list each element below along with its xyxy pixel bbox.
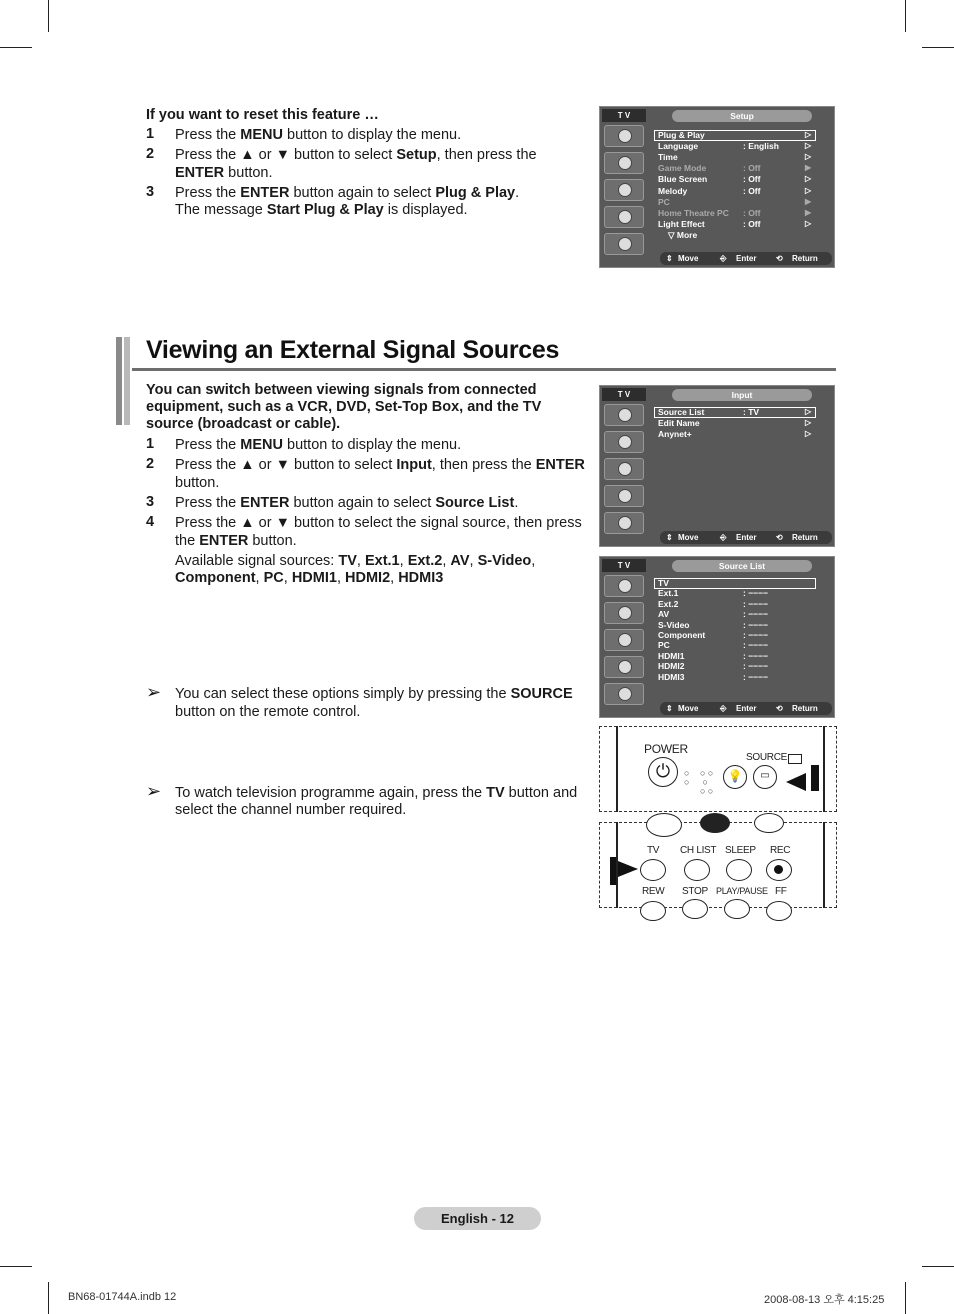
return-icon: ⟲ bbox=[776, 254, 783, 263]
text-run: ENTER bbox=[199, 533, 249, 549]
osd-menu-item bbox=[658, 599, 818, 610]
text-run: Start Plug & Play bbox=[266, 202, 384, 218]
step-text-continued bbox=[175, 201, 468, 219]
text-run: button again to select bbox=[289, 495, 436, 511]
osd-item-label: Game Mode bbox=[658, 163, 707, 174]
osd-footer-label: Move bbox=[678, 254, 699, 263]
rec-button bbox=[766, 859, 792, 881]
osd-item-label: Blue Screen bbox=[658, 174, 708, 185]
text-run: , bbox=[399, 553, 408, 569]
enter-icon: ⎆ bbox=[720, 704, 727, 713]
title-accent-bar bbox=[124, 337, 130, 425]
text-run: Component bbox=[175, 570, 256, 586]
osd-item-value: : Off bbox=[743, 163, 761, 174]
osd-item-label: Edit Name bbox=[658, 418, 700, 429]
text-run: button. bbox=[175, 475, 220, 491]
text-run: HDMI1 bbox=[291, 570, 337, 586]
text-run: , bbox=[469, 553, 478, 569]
chlist-label: CH LIST bbox=[680, 845, 717, 856]
text-run: ENTER bbox=[175, 165, 225, 181]
source-button: ▭ bbox=[753, 765, 777, 789]
text-run: , then press the bbox=[431, 457, 536, 473]
osd-item-value: : −−−− bbox=[743, 598, 769, 609]
osd-item-arrow-icon: ▷ bbox=[805, 429, 812, 439]
step-text bbox=[175, 184, 519, 202]
osd-item-value: : −−−− bbox=[743, 661, 769, 672]
crop-mark bbox=[48, 1282, 49, 1314]
sound-icon bbox=[604, 602, 644, 624]
sleep-label: SLEEP bbox=[725, 845, 756, 856]
osd-item-label: Light Effect bbox=[658, 218, 705, 229]
sleep-button bbox=[726, 859, 752, 881]
osd-item-label: Ext.2 bbox=[658, 598, 679, 609]
step-number: 4 bbox=[146, 514, 155, 530]
text-run: MENU bbox=[240, 437, 283, 453]
osd-footer bbox=[660, 702, 832, 715]
osd-input-screen bbox=[599, 385, 835, 547]
osd-menu-item bbox=[658, 672, 818, 683]
note-line bbox=[175, 801, 406, 819]
text-run: , then press the bbox=[436, 147, 537, 163]
picture-glyph bbox=[618, 129, 632, 143]
osd-item-label: TV bbox=[658, 578, 669, 588]
text-run: button to display the menu. bbox=[282, 127, 462, 143]
text-run: Ext.1 bbox=[364, 553, 400, 569]
input-glyph bbox=[618, 516, 632, 530]
crop-mark bbox=[905, 1282, 906, 1314]
text-run: TV bbox=[486, 785, 505, 801]
osd-menu-item bbox=[658, 208, 818, 219]
osd-setup-screen bbox=[599, 106, 835, 268]
text-run: S-Video bbox=[477, 553, 532, 569]
crop-mark bbox=[922, 1266, 954, 1267]
step-text-continued bbox=[175, 532, 297, 550]
text-run: You can select these options simply by pressing the bbox=[175, 686, 511, 702]
osd-menu-item bbox=[658, 174, 818, 185]
picture-glyph bbox=[618, 408, 632, 422]
input-icon bbox=[604, 233, 644, 255]
text-run: Press the bbox=[175, 127, 241, 143]
text-run: Plug & Play bbox=[435, 185, 516, 201]
channel-glyph bbox=[618, 633, 632, 647]
osd-menu-item bbox=[658, 630, 818, 641]
rew-button bbox=[640, 901, 666, 921]
osd-menu-item bbox=[658, 429, 818, 440]
osd-footer-label: Enter bbox=[736, 254, 757, 263]
osd-item-arrow-icon: ▷ bbox=[805, 141, 812, 151]
osd-item-arrow-icon: ▷ bbox=[805, 185, 812, 195]
osd-footer-label: Move bbox=[678, 533, 699, 542]
osd-menu-item bbox=[658, 130, 818, 141]
title-accent-bar bbox=[116, 337, 122, 425]
intro-line: equipment, such as a VCR, DVD, Set-Top Box, and the TV bbox=[146, 399, 542, 415]
text-run: is displayed. bbox=[383, 202, 468, 218]
osd-menu-item bbox=[658, 219, 818, 230]
osd-item-value: : −−−− bbox=[743, 671, 769, 682]
osd-item-label: Home Theatre PC bbox=[658, 207, 729, 218]
osd-item-label: Source List bbox=[658, 407, 705, 417]
dot-grid-icon: ○ ○ ○ ○ ○ bbox=[700, 768, 714, 796]
text-run: , bbox=[255, 570, 264, 586]
ff-label: FF bbox=[775, 886, 787, 897]
text-run: TV bbox=[338, 553, 357, 569]
osd-item-label: HDMI2 bbox=[658, 661, 685, 672]
step-number: 3 bbox=[146, 184, 155, 200]
osd-item-label: Anynet+ bbox=[658, 429, 692, 440]
remote-button bbox=[754, 813, 784, 833]
text-run: , bbox=[283, 570, 292, 586]
step-number: 3 bbox=[146, 494, 155, 510]
osd-item-label: PC bbox=[658, 640, 670, 651]
osd-menu-item bbox=[658, 651, 818, 662]
enter-icon: ⎆ bbox=[720, 533, 727, 542]
channel-icon bbox=[604, 629, 644, 651]
enter-icon: ⎆ bbox=[720, 254, 727, 263]
text-run: the bbox=[175, 533, 200, 549]
input-glyph bbox=[618, 237, 632, 251]
step-number: 1 bbox=[146, 436, 155, 452]
input-icon bbox=[604, 512, 644, 534]
stop-button bbox=[682, 899, 708, 919]
osd-footer bbox=[660, 252, 832, 265]
pointer-arrow-icon bbox=[786, 773, 806, 791]
playpause-button bbox=[724, 899, 750, 919]
setup-icon bbox=[604, 206, 644, 228]
channel-glyph bbox=[618, 462, 632, 476]
osd-item-label: HDMI3 bbox=[658, 671, 685, 682]
osd-title: Input bbox=[672, 389, 812, 401]
remote-illustration-tv bbox=[599, 822, 837, 908]
step-number: 2 bbox=[146, 146, 155, 162]
setup-icon bbox=[604, 656, 644, 678]
osd-menu-item bbox=[658, 197, 818, 208]
picture-icon bbox=[604, 125, 644, 147]
note-line bbox=[175, 784, 577, 802]
text-run: Input bbox=[396, 457, 432, 473]
text-run: button on the remote control. bbox=[175, 704, 361, 720]
text-run: Press the ▲ or ▼ button to select bbox=[175, 457, 397, 473]
text-run: Source List bbox=[435, 495, 515, 511]
osd-item-arrow-icon: ▷ bbox=[805, 407, 812, 416]
channel-icon bbox=[604, 458, 644, 480]
text-run: Press the ▲ or ▼ button to select bbox=[175, 147, 397, 163]
step-text-continued bbox=[175, 474, 219, 492]
osd-menu-item bbox=[658, 163, 818, 174]
osd-tv-label: T V bbox=[602, 559, 646, 572]
sources-line bbox=[175, 552, 535, 570]
crop-mark bbox=[48, 0, 49, 32]
osd-item-value: : −−−− bbox=[743, 609, 769, 620]
osd-menu-item bbox=[658, 640, 818, 651]
step-text bbox=[175, 494, 518, 512]
osd-footer-label: Enter bbox=[736, 533, 757, 542]
sources-line bbox=[175, 569, 443, 587]
text-run: , bbox=[336, 570, 346, 586]
osd-footer-label: Enter bbox=[736, 704, 757, 713]
text-run: ENTER bbox=[240, 495, 290, 511]
step-text-continued bbox=[175, 164, 273, 182]
stop-label: STOP bbox=[682, 886, 708, 897]
osd-footer bbox=[660, 531, 832, 544]
text-run: Press the ▲ or ▼ button to select the signal source, then press bbox=[175, 515, 582, 531]
picture-glyph bbox=[618, 579, 632, 593]
osd-item-arrow-icon: ▷ bbox=[805, 418, 812, 428]
text-run: The message bbox=[175, 202, 267, 218]
text-run: select the channel number required. bbox=[175, 802, 407, 818]
sound-icon bbox=[604, 152, 644, 174]
osd-more-item: ▽ More bbox=[668, 229, 698, 240]
step-number: 1 bbox=[146, 126, 155, 142]
osd-menu-item bbox=[658, 407, 818, 418]
osd-menu-item bbox=[658, 661, 818, 672]
osd-item-label: Language bbox=[658, 141, 699, 152]
osd-source-list-screen bbox=[599, 556, 835, 718]
text-run: Ext.2 bbox=[407, 553, 443, 569]
text-run: To watch television programme again, press the bbox=[175, 785, 487, 801]
osd-item-value: : Off bbox=[743, 174, 761, 185]
osd-item-label: Plug & Play bbox=[658, 130, 705, 140]
footer-timestamp: 2008-08-13 오후 4:15:25 bbox=[764, 1294, 885, 1306]
input-icon bbox=[604, 683, 644, 705]
step-text bbox=[175, 456, 585, 474]
input-glyph bbox=[618, 687, 632, 701]
osd-title: Source List bbox=[672, 560, 812, 572]
osd-item-arrow-icon: ▶ bbox=[805, 207, 812, 217]
section-title: Viewing an External Signal Sources bbox=[146, 336, 560, 364]
return-icon: ⟲ bbox=[776, 704, 783, 713]
step-text bbox=[175, 146, 537, 164]
setup-icon bbox=[604, 485, 644, 507]
text-run: Press the bbox=[175, 495, 241, 511]
return-icon: ⟲ bbox=[776, 533, 783, 542]
picture-icon bbox=[604, 575, 644, 597]
text-run: Press the bbox=[175, 185, 241, 201]
move-icon: ⇕ bbox=[666, 254, 673, 263]
osd-item-label: PC bbox=[658, 196, 670, 207]
picture-icon bbox=[604, 404, 644, 426]
osd-item-label: Component bbox=[658, 630, 706, 640]
power-label: POWER bbox=[644, 742, 688, 756]
text-run: HDMI3 bbox=[398, 570, 444, 586]
osd-item-value: : −−−− bbox=[743, 650, 769, 661]
osd-footer-label: Return bbox=[792, 254, 818, 263]
crop-mark bbox=[905, 0, 906, 32]
playpause-label: PLAY/PAUSE bbox=[716, 886, 768, 896]
text-run: , bbox=[356, 553, 365, 569]
text-run: AV bbox=[450, 553, 470, 569]
osd-footer-label: Return bbox=[792, 533, 818, 542]
osd-tv-label: T V bbox=[602, 109, 646, 122]
dot-grid-icon: ○ ○ bbox=[684, 768, 690, 787]
remote-button bbox=[646, 813, 682, 837]
footer-filename: BN68-01744A.indb 12 bbox=[68, 1291, 177, 1303]
osd-menu-item bbox=[658, 588, 818, 599]
text-run: Press the bbox=[175, 437, 241, 453]
setup-glyph bbox=[618, 210, 632, 224]
channel-glyph bbox=[618, 183, 632, 197]
text-run: . bbox=[515, 185, 520, 201]
note-line bbox=[175, 685, 573, 703]
note-arrow-icon: ➢ bbox=[146, 781, 162, 801]
pointer-arrow-icon bbox=[618, 861, 638, 877]
osd-item-arrow-icon: ▷ bbox=[805, 218, 812, 228]
osd-item-label: Melody bbox=[658, 185, 688, 196]
osd-item-arrow-icon: ▷ bbox=[805, 174, 812, 184]
text-run: SOURCE bbox=[510, 686, 573, 702]
osd-menu-item bbox=[658, 418, 818, 429]
reset-heading: If you want to reset this feature … bbox=[146, 107, 379, 123]
osd-item-label: Time bbox=[658, 152, 678, 163]
text-run: ENTER bbox=[240, 185, 290, 201]
text-run: , bbox=[442, 553, 451, 569]
source-label: SOURCE bbox=[746, 752, 787, 763]
osd-tv-label: T V bbox=[602, 388, 646, 401]
osd-item-label: Ext.1 bbox=[658, 588, 679, 599]
osd-item-label: S-Video bbox=[658, 619, 690, 630]
osd-item-value: : Off bbox=[743, 207, 761, 218]
osd-item-label: AV bbox=[658, 609, 670, 620]
rec-label: REC bbox=[770, 845, 791, 856]
setup-glyph bbox=[618, 660, 632, 674]
osd-item-value: : English bbox=[743, 141, 779, 152]
osd-menu-item bbox=[658, 620, 818, 631]
crop-mark bbox=[0, 1266, 32, 1267]
osd-item-label: HDMI1 bbox=[658, 650, 685, 661]
text-run: button. bbox=[248, 533, 297, 549]
osd-menu-item bbox=[658, 609, 818, 620]
osd-title: Setup bbox=[672, 110, 812, 122]
text-run: . bbox=[514, 495, 519, 511]
intro-line: source (broadcast or cable). bbox=[146, 416, 341, 432]
remote-illustration-power bbox=[599, 726, 837, 812]
ff-button bbox=[766, 901, 792, 921]
pointer-bar-icon bbox=[811, 765, 819, 791]
text-run: PC bbox=[263, 570, 284, 586]
osd-footer-label: Move bbox=[678, 704, 699, 713]
pointer-bar-icon bbox=[610, 857, 616, 885]
text-run: , bbox=[390, 570, 399, 586]
step-text bbox=[175, 126, 461, 144]
text-run: button again to select bbox=[289, 185, 436, 201]
osd-item-arrow-icon: ▶ bbox=[805, 196, 812, 206]
sound-icon bbox=[604, 431, 644, 453]
step-text bbox=[175, 436, 461, 454]
text-run: , bbox=[531, 553, 536, 569]
source-input-icon bbox=[788, 754, 802, 764]
text-run: button and bbox=[504, 785, 578, 801]
intro-line: You can switch between viewing signals from connected bbox=[146, 382, 537, 398]
osd-item-value: : −−−− bbox=[743, 640, 769, 651]
move-icon: ⇕ bbox=[666, 704, 673, 713]
text-run: Available signal sources: bbox=[175, 553, 339, 569]
page-number-badge: English - 12 bbox=[414, 1207, 541, 1230]
tv-label: TV bbox=[647, 845, 660, 856]
osd-menu-item bbox=[658, 141, 818, 152]
sound-glyph bbox=[618, 435, 632, 449]
step-text bbox=[175, 514, 582, 532]
text-run: ENTER bbox=[535, 457, 585, 473]
osd-item-arrow-icon: ▷ bbox=[805, 152, 812, 162]
tv-button bbox=[640, 859, 666, 881]
sound-glyph bbox=[618, 156, 632, 170]
crop-mark bbox=[0, 47, 32, 48]
note-line bbox=[175, 703, 360, 721]
crop-mark bbox=[922, 47, 954, 48]
osd-item-arrow-icon: ▶ bbox=[805, 163, 812, 173]
text-run: HDMI2 bbox=[345, 570, 391, 586]
setup-glyph bbox=[618, 489, 632, 503]
osd-item-value: : −−−− bbox=[743, 630, 769, 640]
osd-item-value: : Off bbox=[743, 218, 761, 229]
light-button: 💡 bbox=[723, 765, 747, 789]
osd-menu-item bbox=[658, 152, 818, 163]
text-run: MENU bbox=[240, 127, 283, 143]
rew-label: REW bbox=[642, 886, 665, 897]
text-run: Setup bbox=[396, 147, 437, 163]
channel-icon bbox=[604, 179, 644, 201]
osd-footer-label: Return bbox=[792, 704, 818, 713]
osd-menu-item bbox=[658, 578, 818, 589]
osd-item-arrow-icon: ▷ bbox=[805, 130, 812, 139]
text-run: button to display the menu. bbox=[282, 437, 462, 453]
remote-button bbox=[700, 813, 730, 833]
osd-menu-item bbox=[658, 186, 818, 197]
sound-glyph bbox=[618, 606, 632, 620]
chlist-button bbox=[684, 859, 710, 881]
osd-item-value: : Off bbox=[743, 185, 761, 196]
move-icon: ⇕ bbox=[666, 533, 673, 542]
osd-item-value: : −−−− bbox=[743, 588, 769, 599]
title-rule bbox=[132, 368, 836, 371]
note-arrow-icon: ➢ bbox=[146, 682, 162, 702]
step-number: 2 bbox=[146, 456, 155, 472]
osd-item-value: : TV bbox=[743, 407, 760, 417]
osd-item-value: : −−−− bbox=[743, 619, 769, 630]
text-run: button. bbox=[224, 165, 273, 181]
power-button: ⏻ bbox=[648, 757, 678, 787]
